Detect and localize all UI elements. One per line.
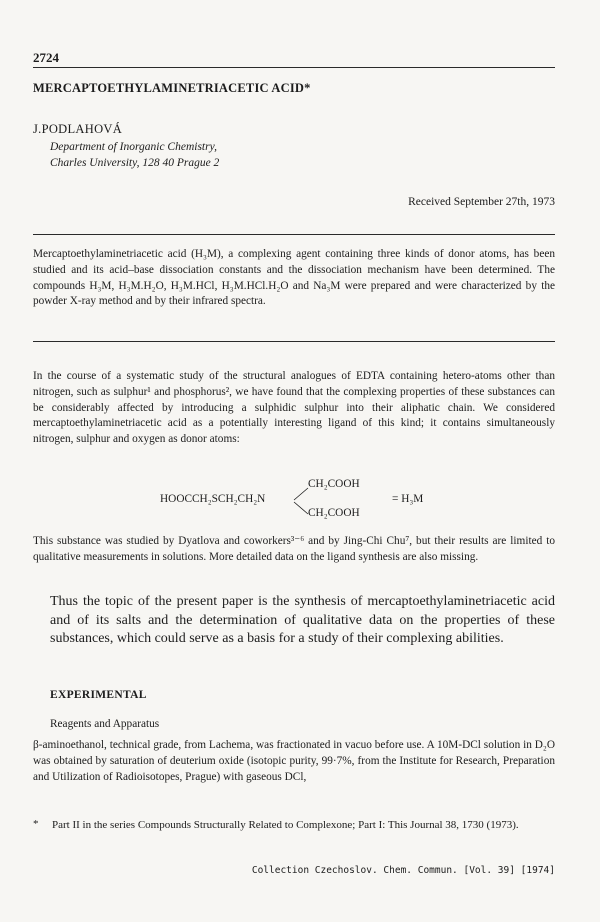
paragraph-reagents: β-aminoethanol, technical grade, from Lachema, was fractionated in vacuo before use. A 10M-DCl solution in D₂O was obtained by saturation of deuterium oxide (isotopic purity, 99·7%, from the Institute for Research, Preparation and Utilization of Radioisotopes, Prague) with gaseous DCl, xyxy=(33,739,555,783)
affiliation-department: Department of Inorganic Chemistry, xyxy=(50,141,217,153)
footnote-mark: * xyxy=(33,818,39,830)
abstract-bottom-rule xyxy=(33,341,555,342)
chemical-formula xyxy=(160,476,460,526)
abstract-text: Mercaptoethylaminetriacetic acid (H₃M), a complexing agent containing three kinds of donor atoms, has been studied and its acid–base dissociation constants and the dissociation mechanism have been determined. The compounds H₃M, H₃M.H₂O, H₃M.HCl, H₃M.HCl.H₂O and Na₃M were prepared and were characterized by the powder X-ray method and by their infrared spectra. xyxy=(33,248,555,308)
journal-footer: Collection Czechoslov. Chem. Commun. [Vol. 39] [1974] xyxy=(251,865,555,876)
formula-equals-h3m: = H₃M xyxy=(392,493,424,505)
section-heading-experimental: EXPERIMENTAL xyxy=(50,689,147,701)
author-name: J.PODLAHOVÁ xyxy=(33,122,123,136)
footnote-text: Part II in the series Compounds Structurally Related to Complexone; Part I: This Journal 38, 1730 (1973). xyxy=(52,819,519,831)
affiliation-university: Charles University, 128 40 Prague 2 xyxy=(50,157,220,169)
page-number: 2724 xyxy=(33,50,59,65)
formula-left: HOOCCH₂SCH₂CH₂N xyxy=(160,493,266,505)
paragraph-dyatlova: This substance was studied by Dyatlova and coworkers³⁻⁶ and by Jing-Chi Chu⁷, but their results are limited to qualitative measurements in solutions. More detailed data on the ligand synthesis are also missing. xyxy=(33,535,555,563)
paragraph-topic: Thus the topic of the present paper is the synthesis of mercaptoethylaminetriacetic acid and of its salts and the determination of qualitative data on the properties of these substances, which could serve as a basis for a study of their complexing abilities. xyxy=(50,594,555,646)
formula-top-branch: CH₂COOH xyxy=(308,478,360,490)
received-date: Received September 27th, 1973 xyxy=(408,196,555,208)
header-rule xyxy=(33,67,555,68)
intro-paragraph: In the course of a systematic study of the structural analogues of EDTA containing hetero-atoms other than nitrogen, such as sulphur¹ and phosphorus², we have found that the complexing properties of these substances can be considerably affected by introducing a sulphidic sulphur into their aliphatic chain. We considered mercaptoethylaminetriacetic acid as a potentially interesting ligand of this kind; it contains simultaneously nitrogen, sulphur and oxygen as donor atoms: xyxy=(33,370,555,446)
subheading-reagents: Reagents and Apparatus xyxy=(50,718,160,730)
abstract-top-rule xyxy=(33,234,555,235)
paper-title: MERCAPTOETHYLAMINETRIACETIC ACID* xyxy=(33,81,311,95)
formula-bottom-branch: CH₂COOH xyxy=(308,507,360,519)
formula-branch-bonds xyxy=(292,484,312,518)
